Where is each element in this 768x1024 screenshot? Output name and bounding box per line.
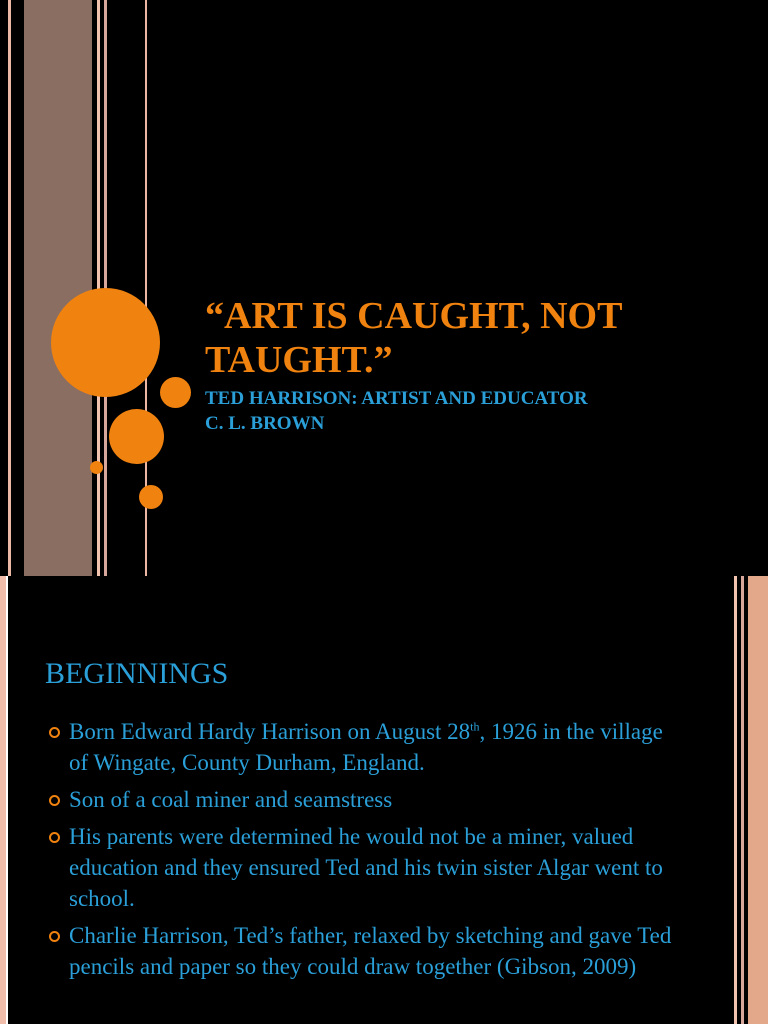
- bullet-item: [46, 716, 686, 778]
- slide-title: “ART IS CAUGHT, NOT TAUGHT.”: [205, 295, 622, 381]
- author-line: C. L. BROWN: [205, 413, 325, 434]
- slide-subtitle: [205, 386, 745, 436]
- decor-circle-medium: [109, 409, 164, 464]
- bullet-text: His parents were determined he would not be a miner, valued education and they ensured Ted and his twin sister Algar went to school.: [69, 824, 663, 911]
- bullet-ring-icon: [49, 795, 60, 806]
- bullet-text: Son of a coal miner and seamstress: [69, 787, 393, 812]
- bullet-text: Charlie Harrison, Ted’s father, relaxed by sketching and gave Ted pencils and paper so they could draw together (Gibson, 2009): [69, 923, 672, 979]
- ordinal-suffix: th: [470, 719, 480, 734]
- bullet-item: [46, 784, 686, 815]
- decor-circle-tiny: [90, 461, 103, 474]
- decor-stripe-brown: [24, 0, 92, 576]
- subtitle-line: TED HARRISON: ARTIST AND EDUCATOR: [205, 388, 588, 409]
- decor-stripe-left-inner: [6, 576, 8, 1024]
- bullet-ring-icon: [49, 727, 60, 738]
- content-slide: [0, 576, 768, 1024]
- bullet-item: [46, 920, 686, 982]
- decor-stripe-right: [734, 576, 737, 1024]
- bullet-text: Born Edward Hardy Harrison on August 28: [69, 719, 471, 744]
- bullet-ring-icon: [49, 931, 60, 942]
- decor-stripe-right-wide: [748, 576, 768, 1024]
- slide-edge: [0, 0, 8, 576]
- decor-circle-small: [160, 377, 191, 408]
- bullet-list: [46, 716, 686, 988]
- slide-heading: BEGINNINGS: [45, 657, 229, 690]
- bullet-text-cont: , 1926 in the village of Wingate, County Durham, England.: [69, 719, 663, 775]
- decor-circle-small: [139, 485, 163, 509]
- bullet-ring-icon: [49, 832, 60, 843]
- decor-stripe-right: [741, 576, 744, 1024]
- bullet-item: [46, 821, 686, 914]
- decor-circle-large: [51, 288, 160, 397]
- decor-stripe-band: [8, 0, 11, 576]
